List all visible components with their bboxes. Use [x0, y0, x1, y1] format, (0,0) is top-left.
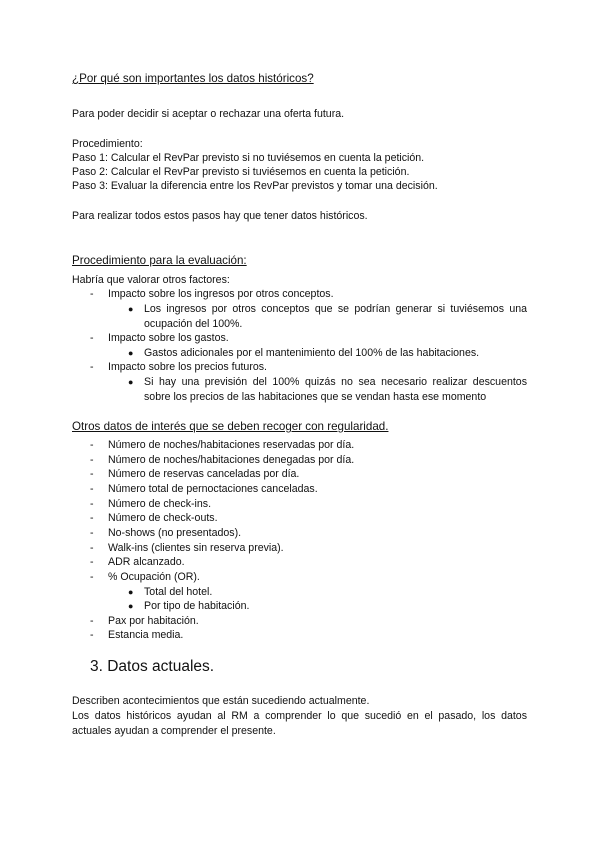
other-data-item: Número total de pernoctaciones canceladas.	[108, 483, 318, 495]
section-title-evaluation: Procedimiento para la evaluación:	[72, 254, 247, 267]
list-bullet: ●	[128, 377, 134, 387]
section-title-historical: ¿Por qué son importantes los datos históricos?	[72, 72, 314, 85]
list-dash: -	[90, 288, 94, 300]
historical-conclusion: Para realizar todos estos pasos hay que tener datos históricos.	[72, 210, 368, 222]
list-dash: -	[90, 527, 94, 539]
list-bullet: ●	[128, 587, 134, 597]
other-data-item: Número de check-outs.	[108, 512, 218, 524]
list-dash: -	[90, 468, 94, 480]
list-dash: -	[90, 439, 94, 451]
list-dash: -	[90, 629, 94, 641]
list-dash: -	[90, 361, 94, 373]
current-data-intro: Describen acontecimientos que están sucediendo actualmente.	[72, 695, 370, 707]
other-data-item: Número de reservas canceladas por día.	[108, 468, 300, 480]
procedure-step-1: Paso 1: Calcular el RevPar previsto si no tuviésemos en cuenta la petición.	[72, 152, 425, 164]
list-dash: -	[90, 571, 94, 583]
other-data-item: No-shows (no presentados).	[108, 527, 242, 539]
other-data-item: Número de noches/habitaciones denegadas por día.	[108, 454, 355, 466]
occupancy-sub-item: Por tipo de habitación.	[144, 600, 250, 612]
list-dash: -	[90, 512, 94, 524]
current-data-explanation: Los datos históricos ayudan al RM a comprender lo que sucedió en el pasado, los datos actuales ayudan a comprender el presente.	[72, 710, 527, 737]
other-data-item: Pax por habitación.	[108, 615, 199, 627]
list-bullet: ●	[128, 348, 134, 358]
occupancy-sub-item: Total del hotel.	[144, 586, 213, 598]
section-title-other-data: Otros datos de interés que se deben recoger con regularidad.	[72, 420, 389, 433]
other-data-item: % Ocupación (OR).	[108, 571, 200, 583]
evaluation-item-1-detail: Los ingresos por otros conceptos que se podrían generar si tuviésemos una ocupación del 100%.	[144, 303, 527, 330]
list-dash: -	[90, 498, 94, 510]
procedure-label: Procedimiento:	[72, 138, 143, 150]
evaluation-item-1: Impacto sobre los ingresos por otros conceptos.	[108, 288, 334, 300]
evaluation-item-3-detail: Si hay una previsión del 100% quizás no sea necesario realizar descuentos sobre los precios de las habitaciones que se vendan hasta ese momento	[144, 376, 527, 403]
other-data-item: Número de noches/habitaciones reservadas por día.	[108, 439, 355, 451]
historical-intro: Para poder decidir si aceptar o rechazar una oferta futura.	[72, 108, 345, 120]
list-dash: -	[90, 332, 94, 344]
other-data-item: Estancia media.	[108, 629, 184, 641]
other-data-item: ADR alcanzado.	[108, 556, 185, 568]
heading-current-data: 3. Datos actuales.	[90, 658, 215, 675]
evaluation-item-3: Impacto sobre los precios futuros.	[108, 361, 267, 373]
other-data-item: Número de check-ins.	[108, 498, 212, 510]
evaluation-item-2: Impacto sobre los gastos.	[108, 332, 229, 344]
evaluation-intro: Habría que valorar otros factores:	[72, 274, 230, 286]
list-dash: -	[90, 454, 94, 466]
list-dash: -	[90, 615, 94, 627]
other-data-item: Walk-ins (clientes sin reserva previa).	[108, 542, 284, 554]
evaluation-item-2-detail: Gastos adicionales por el mantenimiento del 100% de las habitaciones.	[144, 347, 480, 359]
list-bullet: ●	[128, 601, 134, 611]
list-bullet: ●	[128, 304, 134, 314]
procedure-step-3: Paso 3: Evaluar la diferencia entre los RevPar previstos y tomar una decisión.	[72, 180, 438, 192]
procedure-step-2: Paso 2: Calcular el RevPar previsto si tuviésemos en cuenta la petición.	[72, 166, 410, 178]
list-dash: -	[90, 542, 94, 554]
list-dash: -	[90, 556, 94, 568]
list-dash: -	[90, 483, 94, 495]
